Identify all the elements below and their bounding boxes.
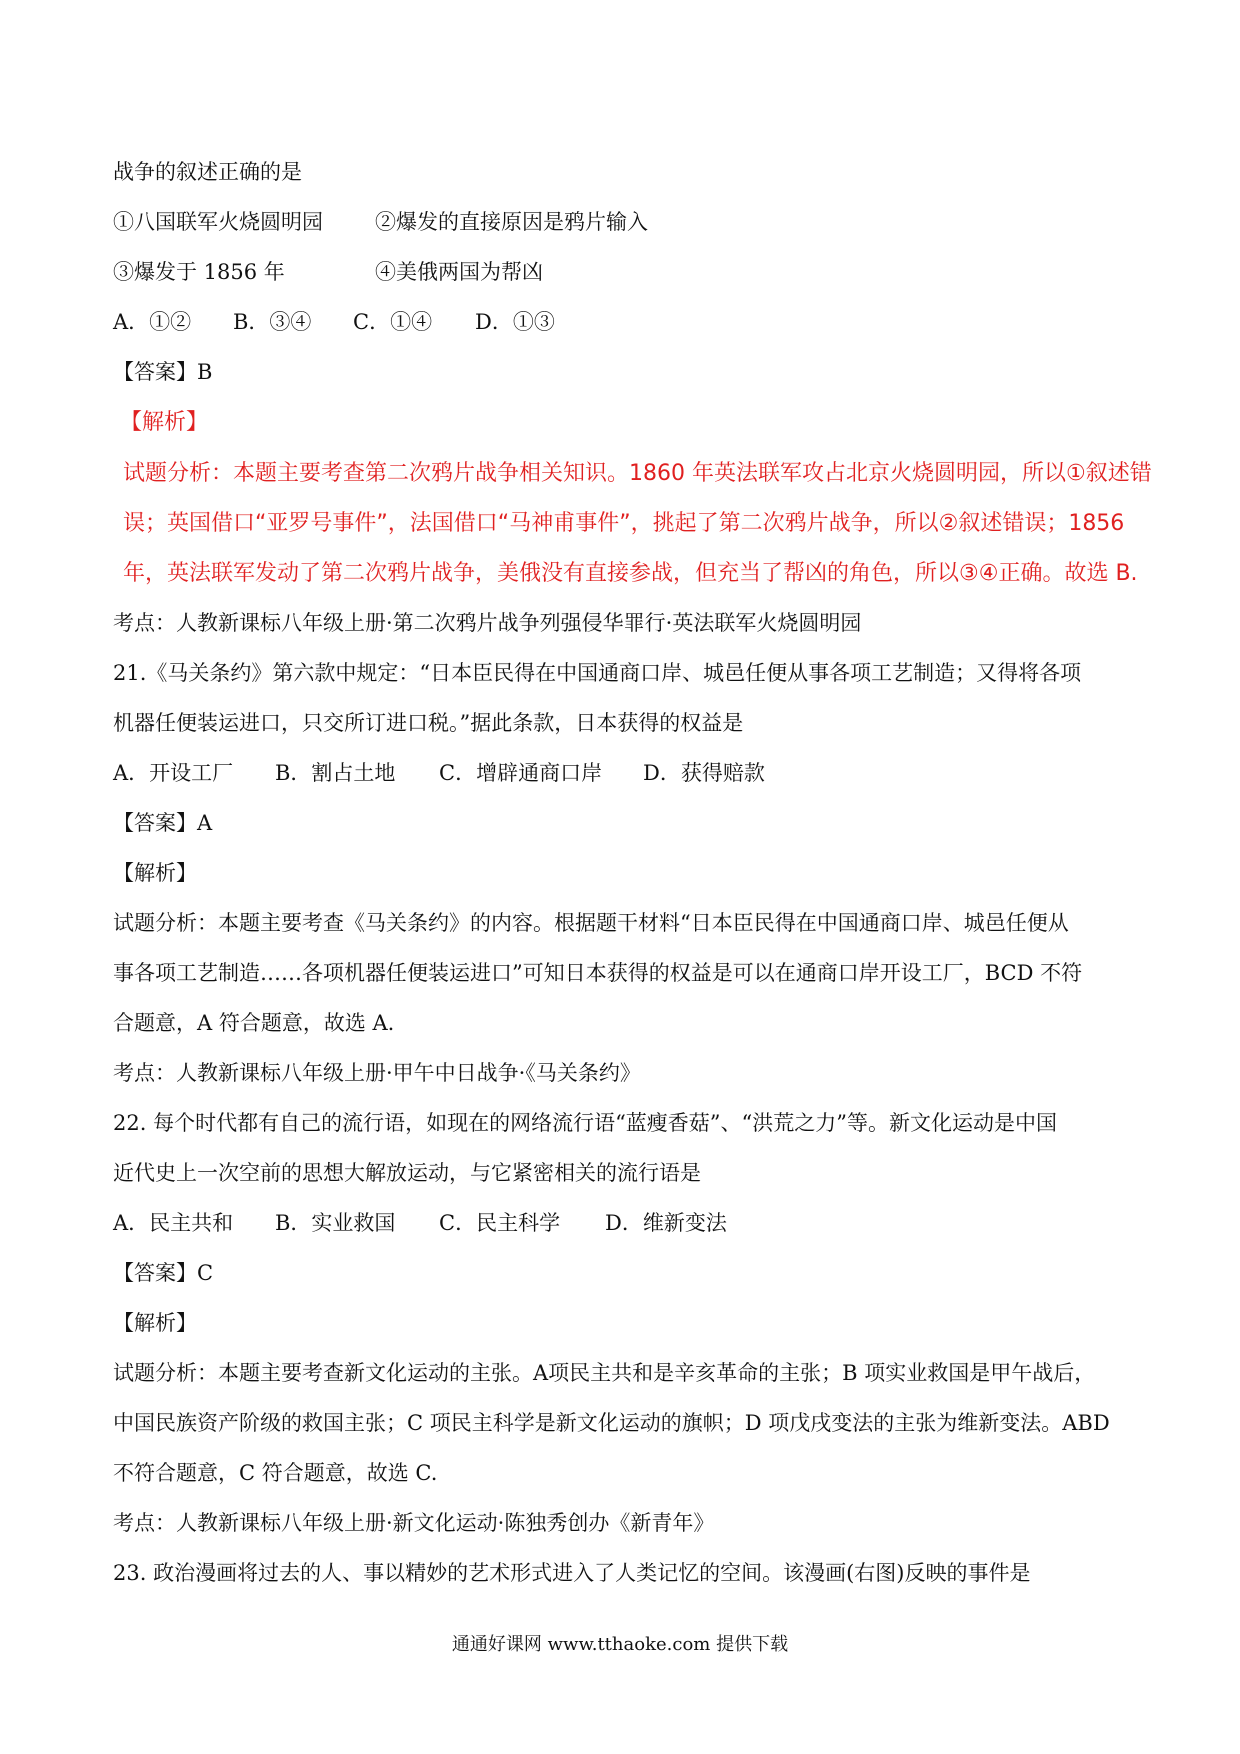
q20-answer: 【答案】B [113,360,213,384]
q20-option-d: D．①③ [475,310,555,334]
q21-option-b: B．割占土地 [275,761,396,785]
q20-item-3: ③爆发于 1856 年 [113,260,285,284]
q20-item-1: ①八国联军火烧圆明园 [113,210,323,234]
q21-option-d: D．获得赔款 [643,761,765,785]
q21-analysis-line-3: 合题意，A 符合题意，故选 A. [113,1011,395,1035]
q21-stem-line-2: 机器任便装运进口，只交所订进口税。”据此条款，日本获得的权益是 [113,711,744,735]
q21-stem-line-1: 21.《马关条约》第六款中规定：“日本臣民得在中国通商口岸、城邑任便从事各项工艺制造；又得将各项 [113,661,1082,685]
q22-answer: 【答案】C [113,1261,214,1285]
q22-option-c: C．民主科学 [439,1211,561,1235]
q22-stem-line-2: 近代史上一次空前的思想大解放运动，与它紧密相关的流行语是 [113,1161,701,1185]
q20-option-c: C．①④ [353,310,433,334]
q21-kaodian: 考点：人教新课标八年级上册·甲午中日战争·《马关条约》 [113,1061,641,1085]
q21-analysis-label: 【解析】 [113,861,197,885]
q20-analysis-label: 【解析】 [120,410,209,435]
q20-analysis-line-1: 试题分析：本题主要考查第二次鸦片战争相关知识。1860 年英法联军攻占北京火烧圆明园，所以①叙述错 [123,461,1152,486]
q20-item-4: ④美俄两国为帮凶 [375,260,543,284]
q22-option-b: B．实业救国 [275,1211,396,1235]
q21-option-a: A．开设工厂 [113,761,234,785]
q22-options [113,1208,1133,1238]
q22-option-d: D．维新变法 [605,1211,727,1235]
q20-analysis-line-2: 误；英国借口“亚罗号事件”，法国借口“马神甫事件”，挑起了第二次鸦片战争，所以②叙述错误；1856 [123,511,1125,536]
q20-option-b: B．③④ [233,310,312,334]
q21-option-c: C．增辟通商口岸 [439,761,603,785]
q20-options [113,307,1133,337]
q20-analysis-line-3: 年，英法联军发动了第二次鸦片战争，美俄没有直接参战，但充当了帮凶的角色，所以③④正确。故选 B. [123,561,1138,586]
q22-kaodian: 考点：人教新课标八年级上册·新文化运动·陈独秀创办《新青年》 [113,1511,715,1535]
q21-answer: 【答案】A [113,811,213,835]
q22-analysis-label: 【解析】 [113,1311,197,1335]
q21-options [113,758,1133,788]
q22-analysis-line-1: 试题分析：本题主要考查新文化运动的主张。A项民主共和是辛亥革命的主张；B 项实业救国是甲午战后， [113,1361,1096,1385]
q21-analysis-line-2: 事各项工艺制造……各项机器任便装运进口”可知日本获得的权益是可以在通商口岸开设工厂，BCD 不符 [113,961,1083,985]
page-footer: 通通好课网 www.tthaoke.com 提供下载 [451,1634,789,1655]
q22-stem-line-1: 22. 每个时代都有自己的流行语，如现在的网络流行语“蓝瘦香菇”、“洪荒之力”等。新文化运动是中国 [113,1111,1058,1135]
q20-stem-tail: 战争的叙述正确的是 [113,160,302,184]
q22-analysis-line-3: 不符合题意，C 符合题意，故选 C. [113,1461,438,1485]
q20-option-a: A．①② [113,310,192,334]
q23-stem-line-1: 23. 政治漫画将过去的人、事以精妙的艺术形式进入了人类记忆的空间。该漫画(右图)反映的事件是 [113,1561,1031,1585]
q22-option-a: A．民主共和 [113,1211,234,1235]
q20-items-row-2 [113,257,1133,287]
q20-item-2: ②爆发的直接原因是鸦片输入 [375,210,648,234]
q20-items-row-1 [113,207,1133,237]
q20-kaodian: 考点：人教新课标八年级上册·第二次鸦片战争列强侵华罪行·英法联军火烧圆明园 [113,611,862,635]
q22-analysis-line-2: 中国民族资产阶级的救国主张；C 项民主科学是新文化运动的旗帜；D 项戊戌变法的主张为维新变法。ABD [113,1411,1110,1435]
q21-analysis-line-1: 试题分析：本题主要考查《马关条约》的内容。根据题干材料“日本臣民得在中国通商口岸、城邑任便从 [113,911,1069,935]
